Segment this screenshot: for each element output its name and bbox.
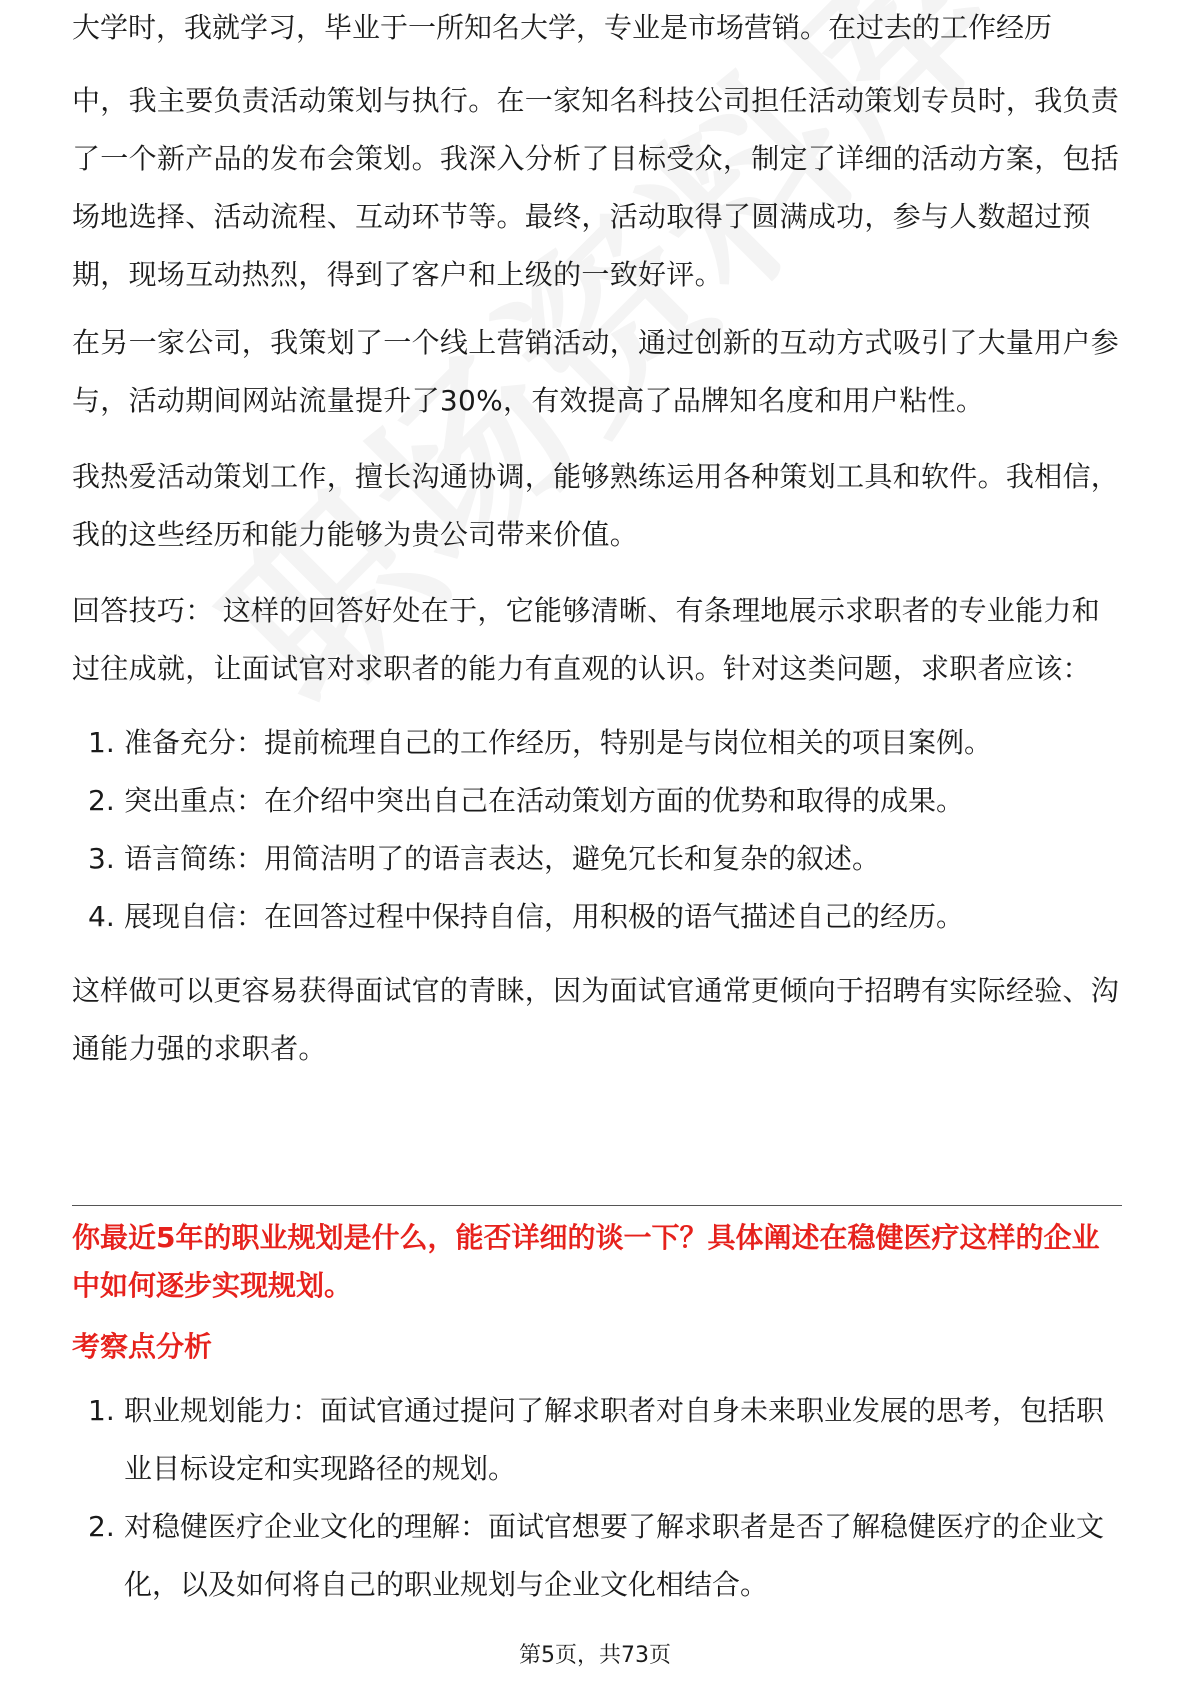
- question-heading: 你最近5年的职业规划是什么，能否详细的谈一下？具体阐述在稳健医疗这样的企业中如何逐步实现规划。: [72, 1221, 1100, 1302]
- paragraph-self-summary: 我热爱活动策划工作，擅长沟通协调，能够熟练运用各种策划工具和软件。我相信，我的这些经历和能力能够为贵公司带来价值。: [72, 460, 1120, 551]
- list-item: 2. 突出重点：在介绍中突出自己在活动策划方面的优势和取得的成果。: [88, 784, 965, 817]
- list-item: 1. 准备充分：提前梳理自己的工作经历，特别是与岗位相关的项目案例。: [88, 726, 993, 759]
- analysis-title: 考察点分析: [72, 1330, 213, 1363]
- list-item: 3. 语言简练：用简洁明了的语言表达，避免冗长和复杂的叙述。: [88, 842, 881, 875]
- partial-text-line: 大学时，我就学习，毕业于一所知名大学，专业是市场营销。在过去的工作经历: [72, 11, 1053, 44]
- section-divider: [72, 1205, 1122, 1206]
- list-item: 2. 对稳健医疗企业文化的理解：面试官想要了解求职者是否了解稳健医疗的企业文化，以及如何将自己的职业规划与企业文化相结合。: [88, 1510, 1105, 1601]
- paragraph-online-campaign: 在另一家公司，我策划了一个线上营销活动，通过创新的互动方式吸引了大量用户参与，活动期间网站流量提升了30%，有效提高了品牌知名度和用户粘性。: [72, 326, 1120, 417]
- paragraph-experience: 中，我主要负责活动策划与执行。在一家知名科技公司担任活动策划专员时，我负责了一个新产品的发布会策划。我深入分析了目标受众，制定了详细的活动方案，包括场地选择、活动流程、互动环节等。最终，活动取得了圆满成功，参与人数超过预期，现场互动热烈，得到了客户和上级的一致好评。: [72, 84, 1120, 291]
- list-item: 4. 展现自信：在回答过程中保持自信，用积极的语气描述自己的经历。: [88, 900, 965, 933]
- tips-list: [72, 714, 1122, 946]
- list-item: 1. 职业规划能力：面试官通过提问了解求职者对自身未来职业发展的思考，包括职业目标设定和实现路径的规划。: [88, 1394, 1105, 1485]
- analysis-list: [72, 1382, 1122, 1614]
- paragraph-closing: 这样做可以更容易获得面试官的青睐，因为面试官通常更倾向于招聘有实际经验、沟通能力强的求职者。: [72, 974, 1120, 1065]
- paragraph-answer-tips: 回答技巧： 这样的回答好处在于，它能够清晰、有条理地展示求职者的专业能力和过往成就，让面试官对求职者的能力有直观的认识。针对这类问题，求职者应该：: [72, 594, 1101, 685]
- page-number: 第5页，共73页: [519, 1643, 671, 1668]
